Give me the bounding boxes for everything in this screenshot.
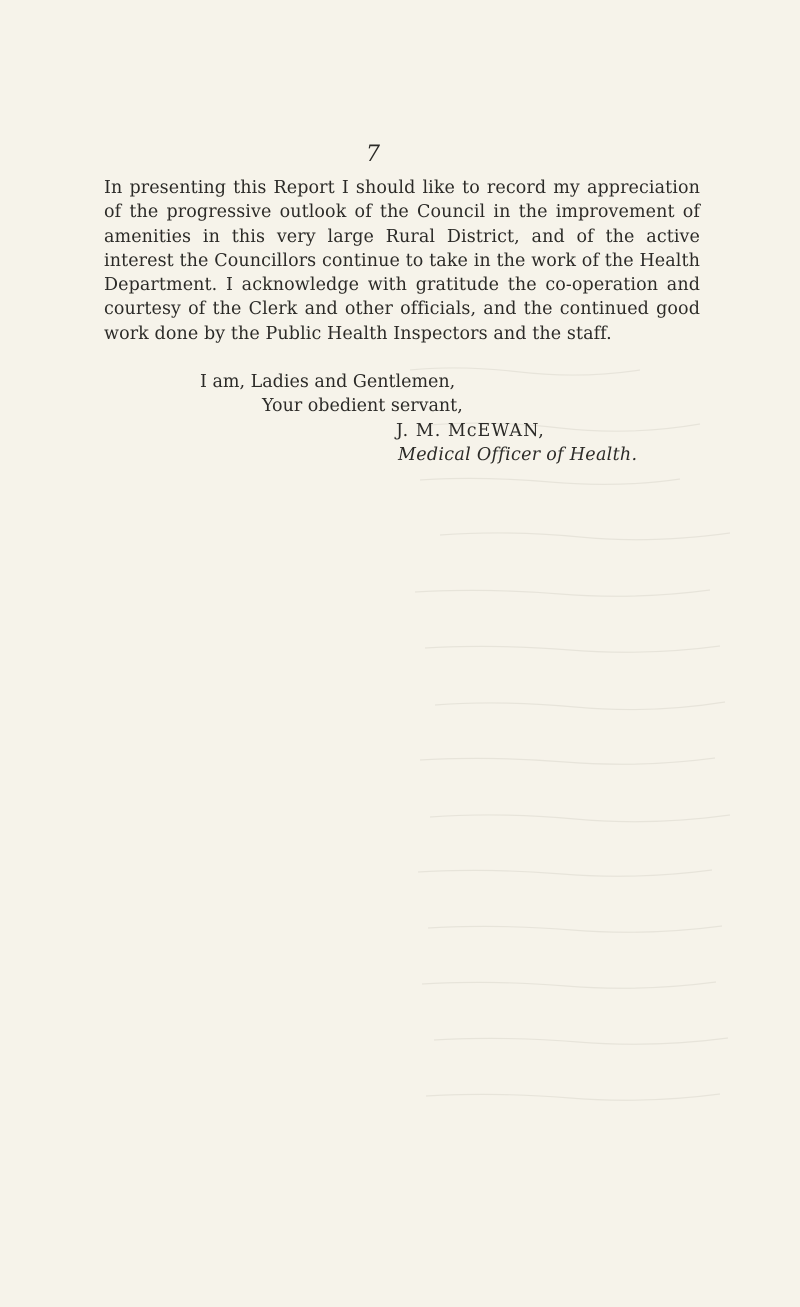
salutation: I am, Ladies and Gentlemen, [200,372,456,392]
signatory-title: Medical Officer of Health. [398,445,638,465]
signature-name: J. M. McEWAN, [396,421,545,441]
report-body [104,176,700,346]
report-paragraph: In presenting this Report I should like to record my appreciation of the progressive outlook of the Council in the improvement of amenities in this very large Rural District, and of the active interest the Councillors continue to take in the work of the Health Department. I acknowledge with gratitude the co-operation and courtesy of the Clerk and other officials, and the continued good work done by the Public Health Inspectors and the staff. [104,178,700,344]
valediction: Your obedient servant, [262,396,463,416]
page-number: 7 [366,142,380,167]
